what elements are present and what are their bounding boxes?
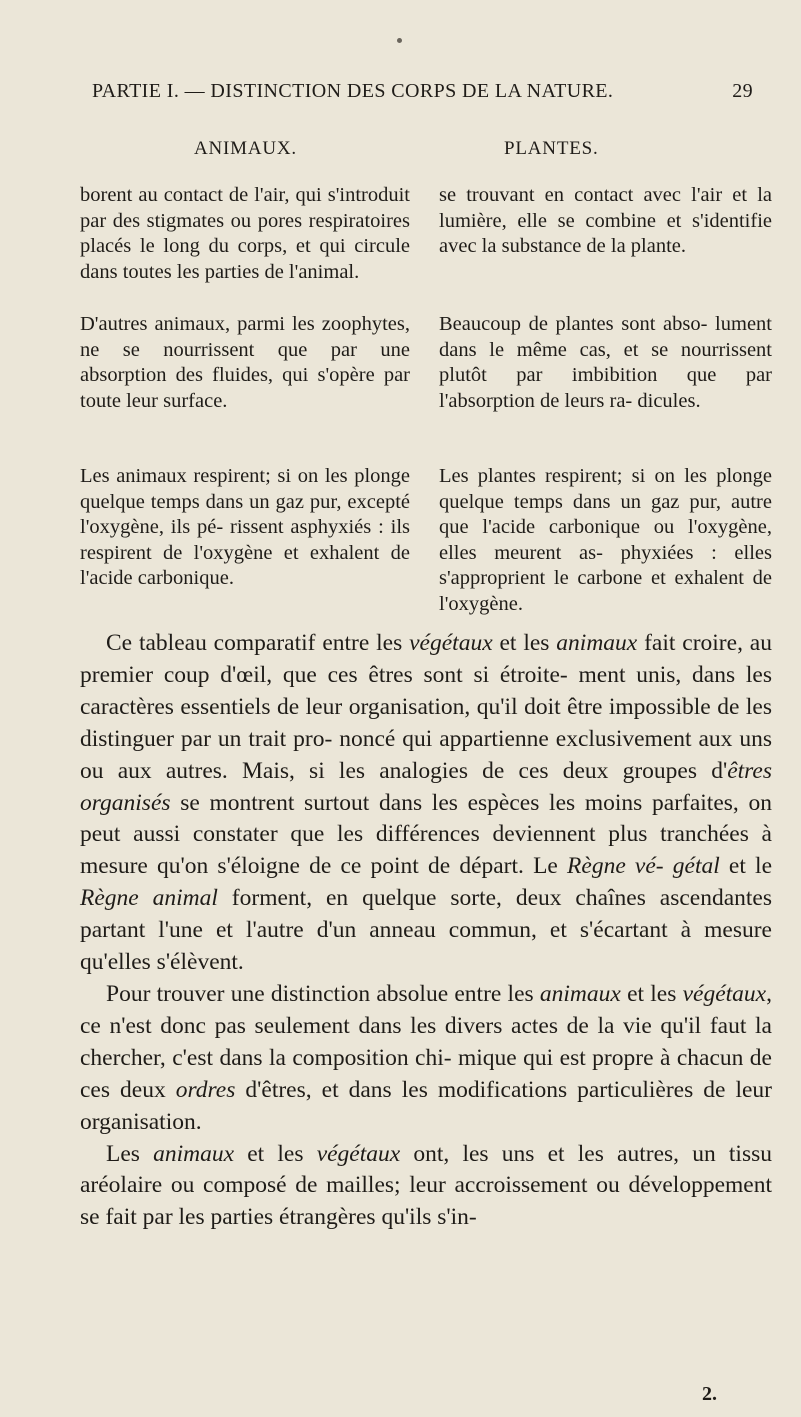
- body-paragraph-3: Les animaux et les végétaux ont, les uns et les autres, un tissu aréolaire ou composé de mailles; leur accroissement ou développement se fait par les parties étrangères qu'ils s'in-: [80, 1140, 772, 1231]
- column-title-plantes: PLANTES.: [504, 138, 599, 159]
- plantes-paragraph-3: Les plantes respirent; si on les plonge quelque temps dans un gaz pur, autre que l'acide carbonique ou l'oxygène, elles meurent as- phyxiées : elles s'approprient le carbone et exhalent de l'oxygène.: [439, 465, 772, 615]
- header-title: PARTIE I. — DISTINCTION DES CORPS DE LA NATURE.: [92, 80, 614, 102]
- body-paragraph-1: Ce tableau comparatif entre les végétaux et les animaux fait croire, au premier coup d'œil, que ces êtres sont si étroite- ment unis, dans les caractères essentiels de leur organisation, qu'il doit être impossible de les distinguer par un trait pro- noncé qui appartienne exclusivement aux uns ou aux autres. Mais, si les analogies de ces deux groupes d'êtres organisés se montrent surtout dans les espèces les moins parfaites, on peut aussi constater que les différences deviennent plus tranchées à mesure qu'on s'éloigne de ce point de départ. Le Règne vé- gétal et le Règne animal forment, en quelque sorte, deux chaînes ascendantes partant l'une et l'autre d'un anneau commun, et s'écartant à mesure qu'elles s'élèvent.: [80, 630, 772, 976]
- main-text: [80, 628, 772, 1234]
- animaux-paragraph-3: Les animaux respirent; si on les plonge quelque temps dans un gaz pur, excepté l'oxygène, ils pé- rissent asphyxiés : ils respirent de l'oxygène et exhalent de l'acide carbonique.: [80, 465, 410, 590]
- column-title-animaux: ANIMAUX.: [194, 138, 297, 159]
- ink-speck: [397, 38, 402, 43]
- animaux-paragraph-2: D'autres animaux, parmi les zoophytes, ne se nourrissent que par une absorption des fluides, qui s'opère par toute leur surface.: [80, 313, 410, 412]
- plantes-paragraph-1: se trouvant en contact avec l'air et la lumière, elle se combine et s'identifie avec la substance de la plante.: [439, 184, 772, 258]
- animaux-paragraph-1: borent au contact de l'air, qui s'introduit par des stigmates ou pores respiratoires placés le long du corps, et qui circule dans toutes les parties de l'animal.: [80, 184, 410, 283]
- signature-mark: 2.: [702, 1383, 717, 1405]
- page-number: 29: [732, 80, 753, 102]
- running-header: [92, 80, 753, 103]
- body-paragraph-2: Pour trouver une distinction absolue entre les animaux et les végétaux, ce n'est donc pas seulement dans les divers actes de la vie qu'il faut la chercher, c'est dans la composition chi- mique qui est propre à chacun de ces deux ordres d'êtres, et dans les modifications particulières de leur organisation.: [80, 980, 773, 1135]
- plantes-paragraph-2: Beaucoup de plantes sont abso- lument dans le même cas, et se nourrissent plutôt par imbibition que par l'absorption de leurs ra- dicules.: [439, 313, 772, 412]
